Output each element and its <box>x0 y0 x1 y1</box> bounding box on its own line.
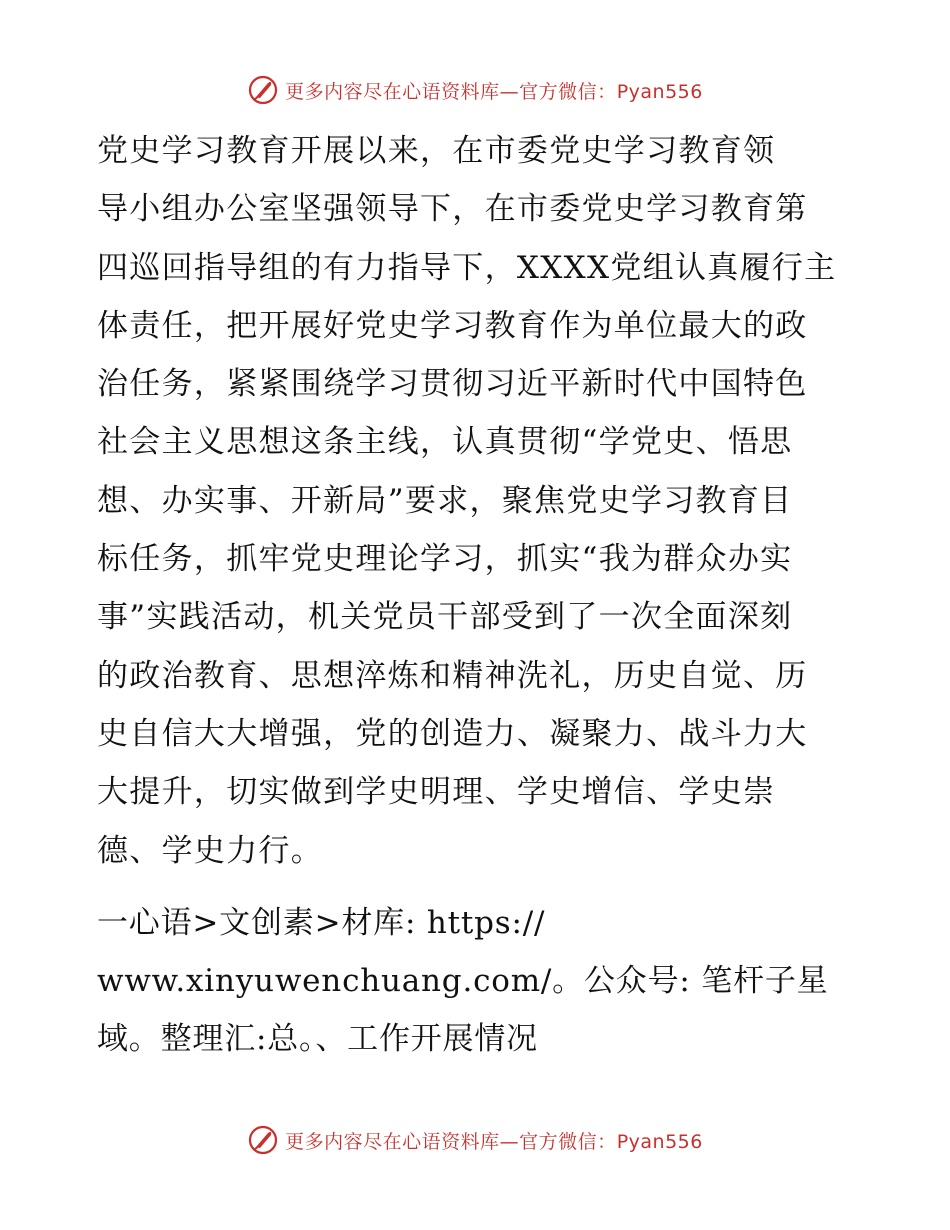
watermark-wechat-label: 官方微信： <box>519 1130 617 1153</box>
footer-watermark-banner <box>0 1120 950 1160</box>
text-line: 导小组办公室坚强领导下，在市委党史学习教育第 <box>97 191 808 228</box>
text-line: 社会主义思想这条主线，认真贯彻“学党史、悟思 <box>97 424 793 461</box>
source-url-line: www.xinyuwenchuang.com/。公众号: 笔杆子星 <box>97 963 829 1000</box>
text-line: 域。整理汇:总。、工作开展情况 <box>97 1021 538 1058</box>
text-line: 四巡回指导组的有力指导下，XXXX党组认真履行主 <box>97 249 837 286</box>
watermark-wechat-id: Pyan556 <box>616 1130 703 1153</box>
text-line: 的政治教育、思想淬炼和精神洗礼，历史自觉、历 <box>97 657 808 694</box>
text-line: 治任务，紧紧围绕学习贯彻习近平新时代中国特色 <box>97 366 808 403</box>
body-paragraph-2 <box>97 894 857 1069</box>
watermark-dash: — <box>499 1130 520 1153</box>
watermark-text <box>285 1127 703 1154</box>
watermark-brand: 更多内容尽在心语资料库 <box>285 1130 500 1153</box>
watermark-dash: — <box>499 80 520 103</box>
watermark-brand: 更多内容尽在心语资料库 <box>285 80 500 103</box>
text-line: 一心语>文创素>材库: https:// <box>97 904 546 941</box>
text-line: 体责任，把开展好党史学习教育作为单位最大的政 <box>97 307 808 344</box>
watermark-wechat-id: Pyan556 <box>616 80 703 103</box>
body-paragraph-1 <box>97 122 857 880</box>
header-watermark-banner <box>0 70 950 110</box>
quill-pen-logo-icon <box>247 1124 279 1156</box>
text-line: 想、办实事、开新局”要求，聚焦党史学习教育目 <box>97 482 793 519</box>
text-line: 党史学习教育开展以来，在市委党史学习教育领 <box>97 133 776 169</box>
text-line: 史自信大大增强，党的创造力、凝聚力、战斗力大 <box>97 715 808 752</box>
watermark-wechat-label: 官方微信： <box>519 80 617 103</box>
watermark-text <box>285 77 703 104</box>
text-line: 大提升，切实做到学史明理、学史增信、学史崇 <box>97 774 776 811</box>
text-line: 事”实践活动，机关党员干部受到了一次全面深刻 <box>97 599 793 636</box>
text-line: 德、学史力行。 <box>97 832 324 869</box>
text-line: 标任务，抓牢党史理论学习，抓实“我为群众办实 <box>97 541 793 578</box>
document-body <box>97 122 857 1069</box>
quill-pen-logo-icon <box>247 74 279 106</box>
